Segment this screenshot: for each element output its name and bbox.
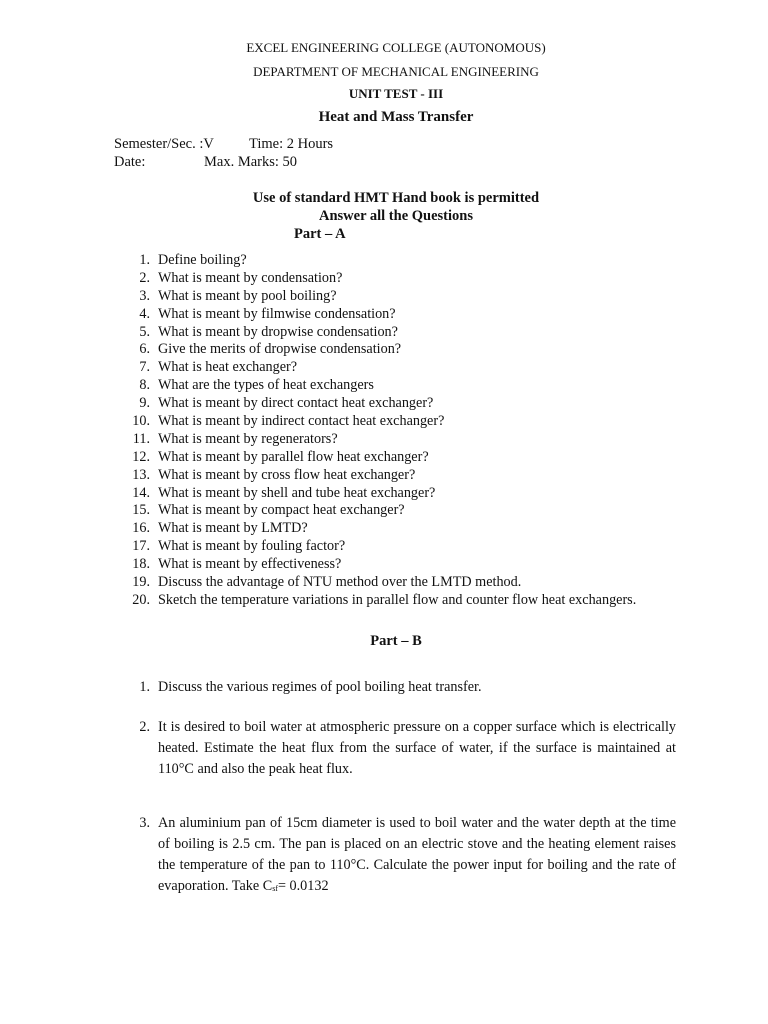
question-text: What is meant by indirect contact heat exchanger? — [158, 413, 445, 430]
part-a-question — [114, 395, 636, 413]
question-text: Discuss the advantage of NTU method over the LMTD method. — [158, 574, 522, 591]
part-a-question — [114, 449, 636, 467]
part-a-question — [114, 270, 636, 288]
question-text: Discuss the various regimes of pool boiling heat transfer. — [158, 679, 482, 695]
question-text: What is meant by compact heat exchanger? — [158, 502, 405, 519]
question-number: 19. — [132, 574, 150, 591]
question-number: 7. — [139, 359, 150, 376]
part-a-question — [114, 306, 636, 324]
question-number: 2. — [139, 269, 150, 286]
question-text: What is meant by shell and tube heat exchanger? — [158, 484, 436, 501]
subject-title: Heat and Mass Transfer — [318, 109, 474, 125]
question-text: What is meant by cross flow heat exchanger? — [158, 466, 416, 483]
question-text-main: An aluminium pan of 15cm diameter is used to boil water and the water depth at the time of boiling is 2.5 cm. The pan is placed on an electric stove and the heating element raises the temperature of the pan to 110°C. Calculate the power input for boiling and the rate of evaporation. Take C — [158, 815, 676, 894]
part-a-question — [114, 502, 636, 520]
semester-label: Semester/Sec. :V — [114, 136, 214, 152]
college-name: EXCEL ENGINEERING COLLEGE (AUTONOMOUS) — [246, 40, 546, 55]
question-text: Define boiling? — [158, 252, 247, 268]
question-number: 13. — [132, 466, 150, 483]
part-a-question — [114, 252, 636, 270]
part-a-question — [114, 520, 636, 538]
question-number: 11. — [132, 430, 150, 447]
question-number: 15. — [132, 502, 150, 519]
max-marks-label: Max. Marks: 50 — [204, 154, 298, 170]
question-text: What is meant by fouling factor? — [158, 538, 346, 555]
question-number: 17. — [132, 538, 150, 555]
question-text-tail: = 0.0132 — [277, 878, 329, 894]
question-text: Sketch the temperature variations in parallel flow and counter flow heat exchangers. — [158, 591, 637, 608]
part-b-question — [114, 677, 676, 698]
question-text: What is meant by effectiveness? — [158, 556, 342, 573]
part-a-question — [114, 324, 636, 342]
question-text: What is meant by dropwise condensation? — [158, 323, 398, 340]
question-number: 12. — [132, 448, 150, 465]
question-text: What is meant by direct contact heat exchanger? — [158, 395, 434, 412]
question-text: What is meant by parallel flow heat exchanger? — [158, 448, 429, 465]
part-b-heading: Part – B — [370, 633, 422, 649]
part-a-heading: Part – A — [294, 226, 346, 242]
question-text: What is meant by LMTD? — [158, 520, 308, 537]
question-text: What is meant by pool boiling? — [158, 287, 337, 304]
part-a-question — [114, 359, 636, 377]
question-number: 16. — [132, 520, 150, 537]
question-number: 18. — [132, 556, 150, 573]
part-a-question — [114, 556, 636, 574]
part-a-question — [114, 377, 636, 395]
question-text — [158, 813, 676, 899]
date-label: Date: — [114, 154, 146, 170]
question-number: 10. — [132, 413, 150, 430]
question-number: 9. — [139, 395, 150, 412]
question-text: Give the merits of dropwise condensation? — [158, 341, 402, 358]
question-number: 14. — [132, 484, 150, 501]
question-text: What is meant by regenerators? — [158, 430, 338, 447]
part-a-question — [114, 431, 636, 449]
question-number: 4. — [139, 305, 150, 322]
part-a-question — [114, 413, 636, 431]
question-number: 1. — [139, 252, 150, 268]
part-a-question — [114, 467, 636, 485]
question-number: 6. — [139, 341, 150, 358]
question-text: What is meant by filmwise condensation? — [158, 305, 396, 322]
part-a-question — [114, 341, 636, 359]
department-name: DEPARTMENT OF MECHANICAL ENGINEERING — [253, 64, 539, 79]
part-a-question — [114, 485, 636, 503]
part-a-question — [114, 574, 636, 592]
part-a-question — [114, 288, 636, 306]
question-number: 5. — [139, 323, 150, 340]
question-number: 3. — [139, 287, 150, 304]
question-text: What is heat exchanger? — [158, 359, 298, 376]
part-b-question — [114, 717, 676, 780]
part-b-question — [114, 813, 676, 899]
answer-all-instruction: Answer all the Questions — [318, 208, 473, 224]
part-a-question-list — [114, 252, 636, 610]
part-a-question — [114, 592, 636, 610]
question-text: What is meant by condensation? — [158, 269, 343, 286]
question-text: It is desired to boil water at atmospheric pressure on a copper surface which is electrically heated. Estimate the heat flux from the surface of water, if the surface is maintained at 110°C and also the peak heat flux. — [158, 719, 676, 777]
question-number: 8. — [139, 377, 150, 394]
question-number: 1. — [139, 679, 150, 695]
handbook-instruction: Use of standard HMT Hand book is permitted — [252, 190, 540, 206]
question-number: 20. — [132, 591, 150, 608]
question-number: 2. — [139, 719, 150, 735]
question-text: What are the types of heat exchangers — [158, 377, 374, 394]
coefficient-subscript: sf — [272, 884, 278, 893]
part-a-question — [114, 538, 636, 556]
test-title: UNIT TEST - III — [348, 86, 444, 101]
question-number: 3. — [139, 815, 150, 831]
time-label: Time: 2 Hours — [249, 136, 334, 152]
